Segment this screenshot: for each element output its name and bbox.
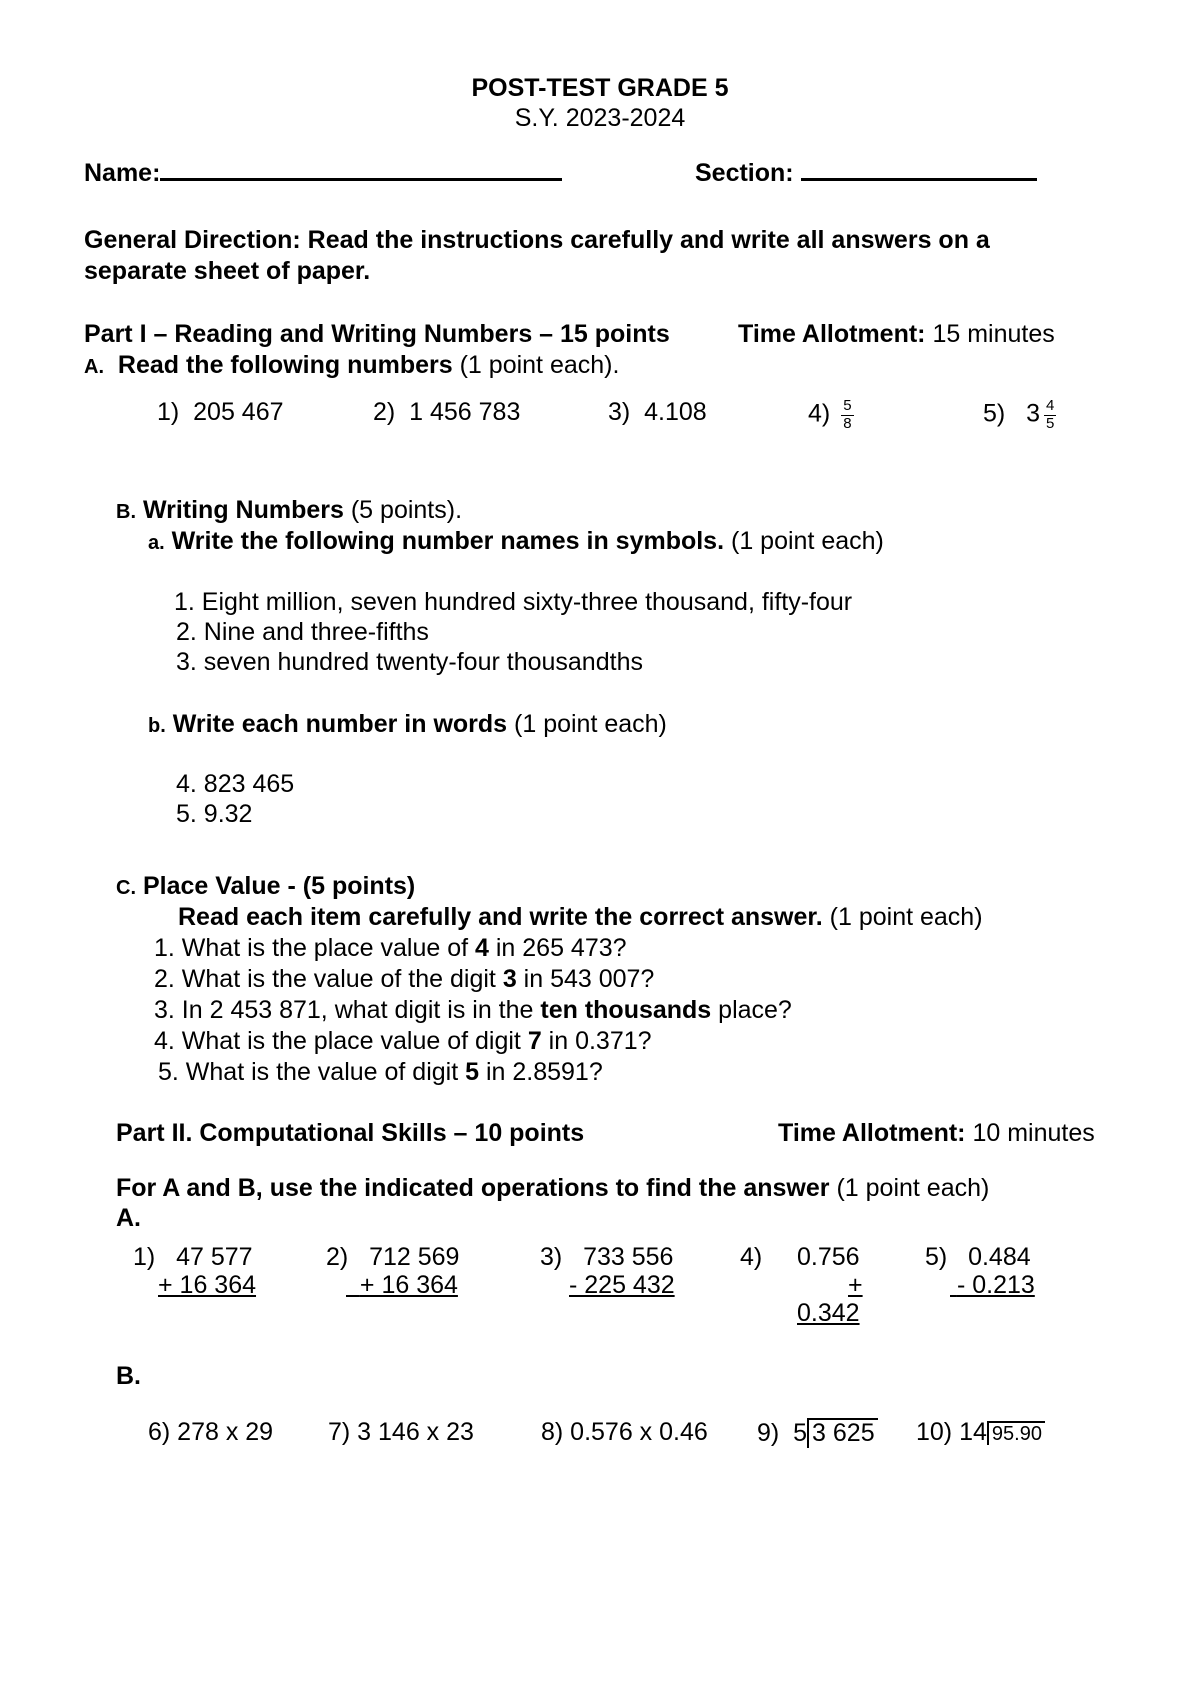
problem-9: 9) 5 3 625 [757, 1418, 878, 1448]
name-field[interactable] [84, 159, 562, 188]
part1-a-label: A. [84, 356, 104, 378]
sub-b-label: b. [148, 715, 166, 737]
item-number: 2) [373, 398, 396, 426]
part1-b-label: B. [116, 501, 136, 523]
part1-title: Part I – Reading and Writing Numbers – 15 points [84, 320, 670, 348]
part1-b-points: (5 points). [350, 496, 463, 524]
part1-a-title: Read the following numbers [117, 351, 453, 379]
item-number: 4) [808, 399, 831, 428]
part1-b-heading [116, 496, 462, 525]
symbols-item-1: 1. Eight million, seven hundred sixty-three thousand, fifty-four [174, 588, 853, 616]
place-value-q1: 1. What is the place value of 4 in 265 473? [154, 934, 627, 962]
name-blank[interactable] [160, 178, 562, 181]
problem-7: 7) 3 146 x 23 [328, 1418, 474, 1446]
sub-b-points: (1 point each) [514, 710, 667, 738]
fraction-numerator: 4 [1045, 397, 1055, 414]
problem-1-bottom: + 16 364 [158, 1271, 257, 1299]
part1-c-instruction [178, 903, 983, 932]
place-value-q3: 3. In 2 453 871, what digit is in the ten thousands place? [154, 996, 792, 1024]
place-value-q5: 5. What is the value of digit 5 in 2.8591? [158, 1058, 603, 1086]
problem-2: 2) 712 569 [326, 1243, 460, 1271]
symbols-item-2: 2. Nine and three-fifths [176, 618, 429, 646]
words-item-4: 4. 823 465 [176, 770, 295, 798]
fraction-denominator: 8 [843, 414, 852, 432]
item-number: 5) [983, 399, 1006, 428]
fraction [841, 398, 853, 432]
part1-a-heading [84, 351, 619, 380]
part2-instruction-text: For A and B, use the indicated operations to find the answer [116, 1174, 830, 1202]
problem-2-bottom: + 16 364 [359, 1271, 458, 1299]
part1-c-heading [116, 872, 415, 901]
divisor: 5 [793, 1419, 808, 1447]
read-item-2 [373, 398, 520, 427]
fraction [1044, 398, 1056, 432]
section-field[interactable] [695, 159, 1037, 188]
part1-c-title: Place Value - (5 points) [142, 872, 416, 900]
part2-time [778, 1119, 1095, 1148]
item-value: 4.108 [644, 398, 707, 426]
problem-4: 4) 0.756 [740, 1243, 860, 1271]
part2-a-label: A. [116, 1204, 141, 1232]
sub-a-title: Write the following number names in symbols. [171, 527, 725, 555]
part1-time [738, 320, 1055, 349]
problem-10: 10) 14 95.90 [916, 1418, 1045, 1447]
problem-1: 1) 47 577 [133, 1243, 253, 1271]
item-value: 1 456 783 [409, 398, 521, 426]
read-item-3 [608, 398, 707, 427]
problem-4-bottom: 0.342 [797, 1299, 860, 1327]
read-item-1 [157, 398, 284, 427]
problem-8: 8) 0.576 x 0.46 [541, 1418, 708, 1446]
general-direction-line1: General Direction: Read the instructions carefully and write all answers on a [84, 226, 990, 254]
words-item-5: 5. 9.32 [176, 800, 253, 828]
part1-a-points: (1 point each). [459, 351, 620, 379]
place-value-q4: 4. What is the place value of digit 7 in 0.371? [154, 1027, 652, 1055]
problem-3: 3) 733 556 [540, 1243, 674, 1271]
test-title: POST-TEST GRADE 5 [471, 74, 729, 102]
part2-instruction [116, 1174, 989, 1203]
sub-a-points: (1 point each) [731, 527, 884, 555]
divisor: 14 [959, 1418, 987, 1446]
part1-b-a-heading [148, 527, 884, 556]
section-blank[interactable] [801, 178, 1037, 181]
part2-b-label: B. [116, 1362, 141, 1390]
place-value-q2: 2. What is the value of the digit 3 in 543 007? [154, 965, 655, 993]
sub-a-label: a. [148, 532, 165, 554]
instruction-text: Read each item carefully and write the correct answer. [178, 903, 823, 931]
part2-time-value: 10 minutes [972, 1119, 1095, 1147]
item-number: 1) [157, 398, 180, 426]
symbols-item-3: 3. seven hundred twenty-four thousandths [176, 648, 643, 676]
problem-3-bottom: - 225 432 [569, 1271, 675, 1299]
problem-5-bottom: - 0.213 [956, 1271, 1035, 1299]
instruction-points: (1 point each) [829, 903, 983, 931]
name-label: Name: [84, 159, 161, 187]
section-label: Section: [695, 159, 794, 187]
read-item-4 [808, 398, 854, 432]
dividend-box: 3 625 [807, 1418, 878, 1448]
sub-b-title: Write each number in words [172, 710, 508, 738]
fraction-numerator: 5 [843, 397, 852, 414]
problem-4-operator: + [848, 1271, 863, 1299]
problem-5: 5) 0.484 [925, 1243, 1031, 1271]
part2-title: Part II. Computational Skills – 10 points [116, 1119, 585, 1147]
read-item-5 [983, 398, 1056, 432]
problem-6: 6) 278 x 29 [148, 1418, 274, 1446]
part1-b-b-heading [148, 710, 667, 739]
mixed-number-whole: 3 [1026, 399, 1040, 428]
part1-b-title: Writing Numbers [142, 496, 344, 524]
item-number: 3) [608, 398, 631, 426]
part1-time-value: 15 minutes [932, 320, 1055, 348]
item-value: 205 467 [193, 398, 284, 426]
part2-time-label: Time Allotment: [778, 1119, 966, 1147]
part2-instruction-points: (1 point each) [836, 1174, 990, 1202]
part1-c-label: C. [116, 877, 136, 899]
dividend-box: 95.90 [987, 1421, 1045, 1445]
fraction-denominator: 5 [1045, 414, 1055, 432]
part1-time-label: Time Allotment: [738, 320, 926, 348]
general-direction-line2: separate sheet of paper. [84, 257, 371, 285]
school-year: S.Y. 2023-2024 [514, 104, 686, 132]
